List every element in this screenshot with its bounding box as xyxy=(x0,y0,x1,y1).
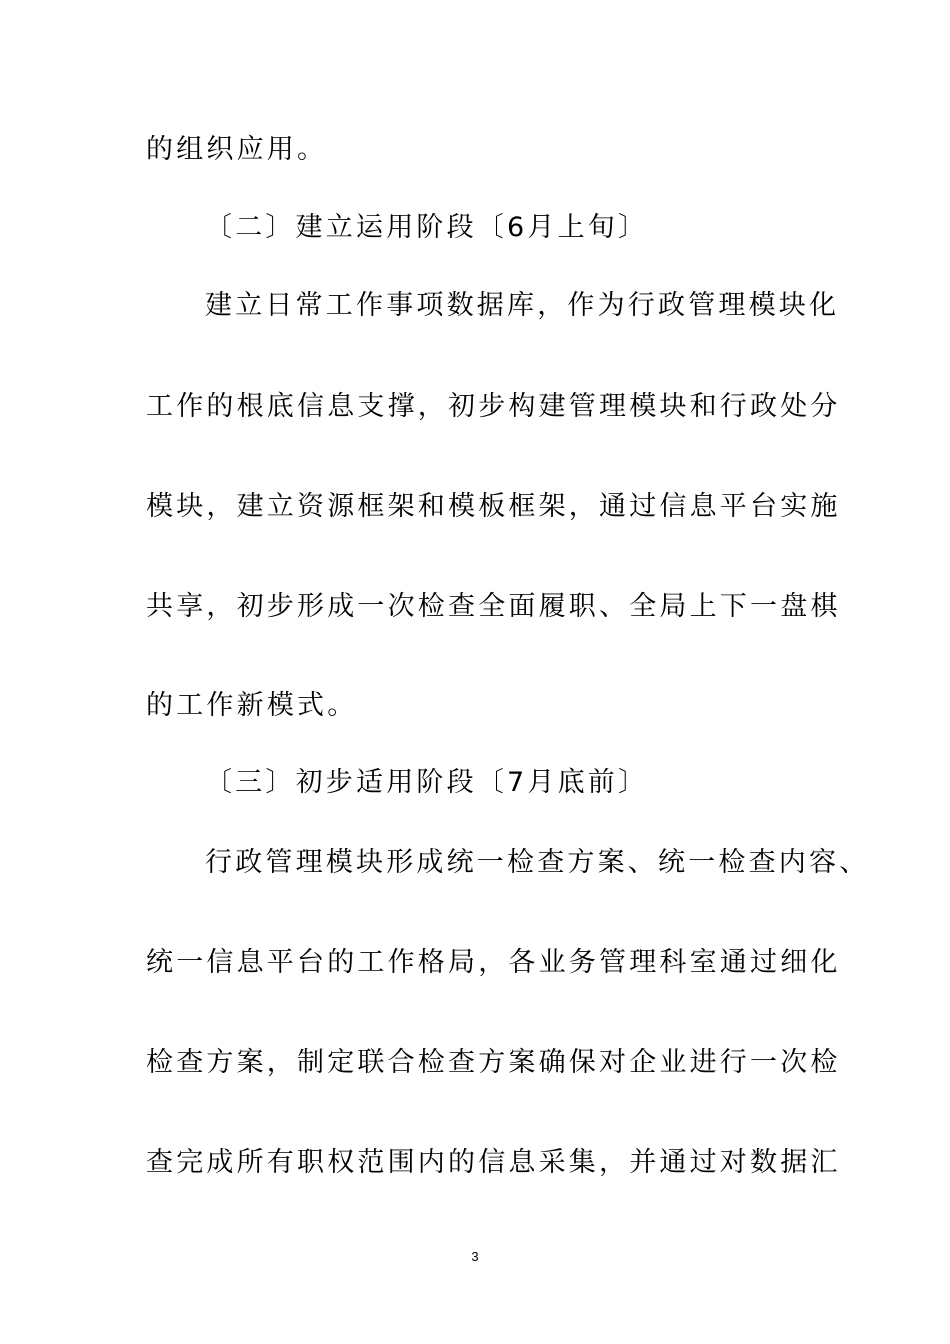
page-number: 3 xyxy=(471,1249,479,1264)
paragraph-line: 工作的根底信息支撑，初步构建管理模块和行政处分 xyxy=(146,391,841,422)
paragraph-line: 行政管理模块形成统一检查方案、统一检查内容、 xyxy=(205,847,870,878)
paragraph-line: 检查方案，制定联合检查方案确保对企业进行一次检 xyxy=(146,1047,841,1078)
paragraph-line: 建立日常工作事项数据库，作为行政管理模块化 xyxy=(205,290,840,321)
paragraph-line: 模块，建立资源框架和模板框架，通过信息平台实施 xyxy=(146,491,841,522)
paragraph-continuation: 的组织应用。 xyxy=(146,134,328,165)
section-heading-2: 〔二〕建立运用阶段〔6月上旬〕 xyxy=(205,212,649,243)
paragraph-line: 的工作新模式。 xyxy=(146,690,358,721)
paragraph-line: 查完成所有职权范围内的信息采集，并通过对数据汇 xyxy=(146,1147,841,1178)
paragraph-line: 统一信息平台的工作格局，各业务管理科室通过细化 xyxy=(146,947,841,978)
paragraph-line: 共享，初步形成一次检查全面履职、全局上下一盘棋 xyxy=(146,591,841,622)
section-heading-3: 〔三〕初步适用阶段〔7月底前〕 xyxy=(205,767,649,798)
